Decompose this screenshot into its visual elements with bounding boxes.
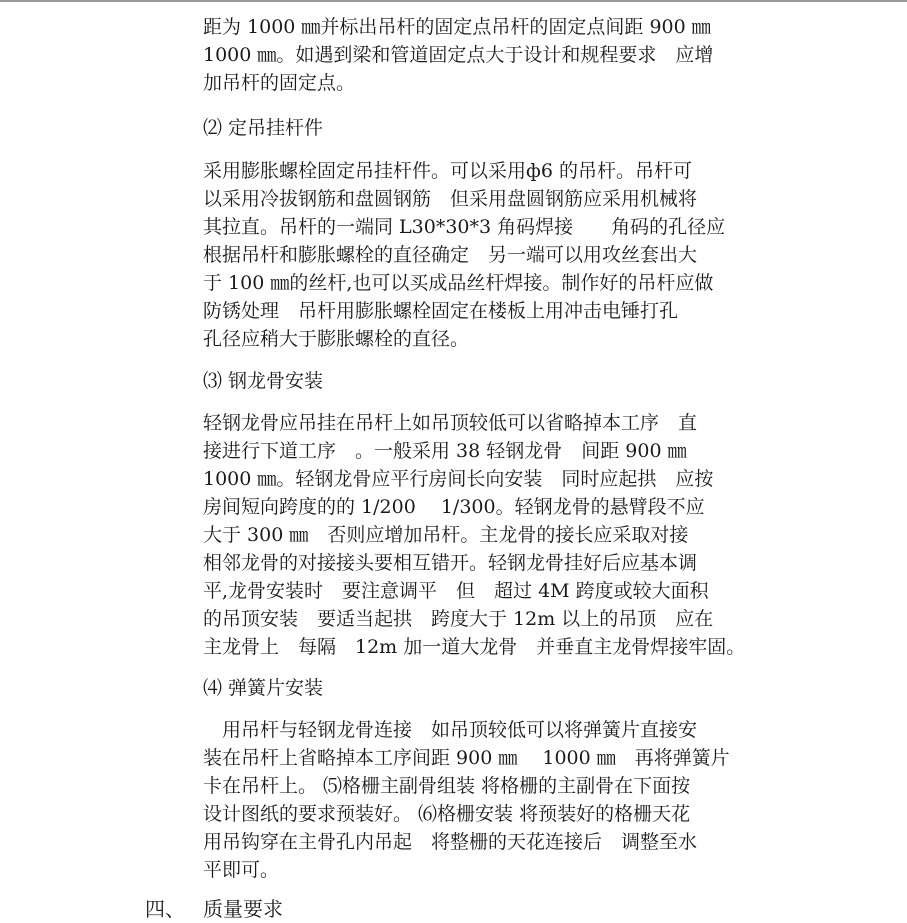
- section-3-heading: [203, 367, 903, 395]
- text-line: 接进行下道工序 。一般采用 38 轻钢龙骨 间距 900 ㎜: [203, 440, 687, 462]
- text-line: 平即可。: [203, 859, 280, 881]
- text-line: 加吊杆的固定点。: [203, 72, 356, 94]
- text-line: 平,龙骨安装时 要注意调平 但 超过 4M 跨度或较大面积: [203, 580, 709, 602]
- page-top-border: [0, 0, 907, 2]
- text-line: 用吊钩穿在主骨孔内吊起 将整栅的天花连接后 调整至水: [203, 831, 698, 853]
- text-line: 孔径应稍大于膨胀螺栓的直径。: [203, 328, 470, 350]
- section-3-paragraph: [203, 409, 903, 661]
- text-line: 距为 1000 ㎜并标出吊杆的固定点吊杆的固定点间距 900 ㎜: [203, 16, 711, 38]
- section-2-heading: [203, 114, 903, 142]
- section-2-paragraph: [203, 157, 903, 353]
- intro-paragraph: [203, 13, 903, 97]
- text-line: 的吊顶安装 要适当起拱 跨度大于 12m 以上的吊顶 应在: [203, 608, 714, 630]
- text-line: 于 100 ㎜的丝杆,也可以买成品丝杆焊接。制作好的吊杆应做: [203, 272, 714, 294]
- chapter-heading: [145, 895, 283, 923]
- text-line: 轻钢龙骨应吊挂在吊杆上如吊顶较低可以省略掉本工序 直: [203, 412, 698, 434]
- text-line: 大于 300 ㎜ 否则应增加吊杆。主龙骨的接长应采取对接: [203, 524, 689, 546]
- text-line: 根据吊杆和膨胀螺栓的直径确定 另一端可以用攻丝套出大: [203, 244, 698, 266]
- section-4-paragraph: [203, 716, 903, 884]
- text-line: 房间短向跨度的的 1/200 1/300。轻钢龙骨的悬臂段不应: [203, 496, 705, 518]
- text-line: 1000 ㎜。如遇到梁和管道固定点大于设计和规程要求 应增: [203, 44, 714, 66]
- text-line: 以采用冷拔钢筋和盘圆钢筋 但采用盘圆钢筋应采用机械将: [203, 188, 698, 210]
- text-line: 采用膨胀螺栓固定吊挂杆件。可以采用ф6 的吊杆。吊杆可: [203, 160, 693, 182]
- chapter-title: 质量要求: [203, 897, 283, 921]
- text-line: 用吊杆与轻钢龙骨连接 如吊顶较低可以将弹簧片直接安: [203, 719, 698, 741]
- text-line: 设计图纸的要求预装好。 ⑹格栅安装 将预装好的格栅天花: [203, 803, 691, 825]
- text-line: 卡在吊杆上。 ⑸格栅主副骨组装 将格栅的主副骨在下面按: [203, 775, 691, 797]
- section-heading: ⑷ 弹簧片安装: [203, 677, 324, 699]
- section-heading: ⑵ 定吊挂杆件: [203, 117, 324, 139]
- text-line: 装在吊杆上省略掉本工序间距 900 ㎜ 1000 ㎜ 再将弹簧片: [203, 747, 730, 769]
- text-line: 其拉直。吊杆的一端同 L30*30*3 角码焊接 角码的孔径应: [203, 216, 726, 238]
- text-line: 相邻龙骨的对接接头要相互错开。轻钢龙骨挂好后应基本调: [203, 552, 698, 574]
- text-line: 防锈处理 吊杆用膨胀螺栓固定在楼板上用冲击电锤打孔: [203, 300, 679, 322]
- section-4-heading: [203, 674, 903, 702]
- text-line: 主龙骨上 每隔 12m 加一道大龙骨 并垂直主龙骨焊接牢固。: [203, 636, 746, 658]
- section-heading: ⑶ 钢龙骨安装: [203, 370, 324, 392]
- text-line: 1000 ㎜。轻钢龙骨应平行房间长向安装 同时应起拱 应按: [203, 468, 714, 490]
- chapter-number: 四、: [145, 897, 185, 921]
